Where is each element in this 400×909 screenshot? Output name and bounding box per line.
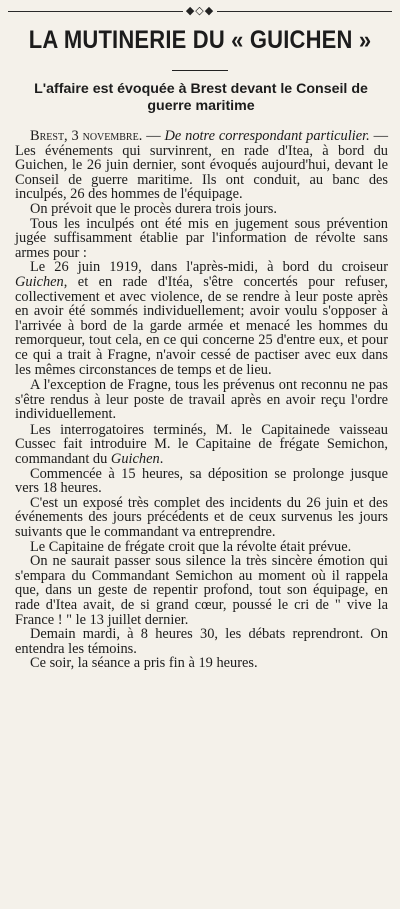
paragraph-text: .: [159, 451, 164, 468]
paragraph: On ne saurait passer sous silence la très sincère émotion qui s'empara du Commandant Semichon au moment où il rappela que, dans un geste de repentir profond, tout son équipage, en rade d'Itea avait, de si grand cœur, poussé le cri de " vive la France ! " le 13 juillet dernier.: [15, 553, 388, 628]
paragraph-charges: [15, 260, 388, 377]
paragraph: Ce soir, la séance a pris fin à 19 heures.: [30, 655, 258, 672]
paragraph: Demain mardi, à 8 heures 30, les débats reprendront. On entendra les témoins.: [15, 626, 388, 657]
paragraph: On prévoit que le procès durera trois jours.: [30, 200, 277, 217]
separator-rule: [172, 70, 228, 71]
paragraph-text: Le 26 juin 1919, dans l'après-midi, à bord du croiseur: [30, 259, 388, 276]
paragraph: C'est un exposé très complet des incidents du 26 juin et des événements des jours précédents et de ceux survenus les jours suivants que le commandant va entreprendre.: [15, 494, 388, 541]
correspondent: De notre correspondant particulier.: [164, 128, 370, 144]
paragraph: Le Capitaine de frégate croit que la révolte était prévue.: [30, 538, 352, 555]
rule-line-left: [8, 11, 183, 12]
article-body: [15, 129, 388, 671]
rule-line-right: [217, 11, 392, 12]
dash: —: [142, 128, 165, 144]
paragraph-interrogation: [15, 423, 388, 467]
headline: LA MUTINERIE DU « GUICHEN »: [28, 26, 372, 54]
paragraph: Tous les inculpés ont été mis en jugement sous prévention jugée suffisamment établie par l'information de révolte sans armes pour :: [15, 215, 388, 261]
top-rule: [8, 6, 392, 16]
paragraph-text: Les interrogatoires terminés, M. le Capitainede vaisseau Cussec fait introduire M. le Capitaine de frégate Semichon, commandant du: [15, 421, 388, 468]
paragraph-intro-text: — Les événements qui survinrent, en rade d'Itea, à bord du Guichen, le 26 juin dernier, sont évoqués aujourd'hui, devant le Conseil de guerre maritime. Ils ont conduit, au banc des inculpés, 26 des hommes de l'équipage.: [15, 128, 388, 203]
ornament: ◆◇◆: [185, 5, 215, 17]
subheadline: L'affaire est évoquée à Brest devant le Conseil de guerre maritime: [34, 81, 368, 114]
ship-name: Guichen: [110, 451, 160, 468]
dateline: Brest, 3 novembre.: [30, 128, 143, 144]
paragraph: A l'exception de Fragne, tous les prévenus ont reconnu ne pas s'être rendus à leur poste de travail après en avoir reçu l'ordre individuellement.: [15, 377, 388, 423]
paragraph-text: , et en rade d'Itéa, s'être concertés pour refuser, collectivement et avec violence, de se rendre à leur poste après en avoir été sommés individuellement; avoir voulu s'opposer à l'arrivée à bord de la garde armée et menacé les hommes du remorqueur, tout cela, en ce qui concerne 25 d'entre eux, et pour ce qui a trait à Fragne, n'avoir cessé de pactiser avec eux dans les mêmes circonstances de temps et de lieu.: [15, 273, 388, 378]
ship-name: Guichen: [15, 273, 64, 290]
paragraph: Commencée à 15 heures, sa déposition se prolonge jusque vers 18 heures.: [15, 465, 388, 497]
paragraph-intro: [15, 129, 388, 202]
